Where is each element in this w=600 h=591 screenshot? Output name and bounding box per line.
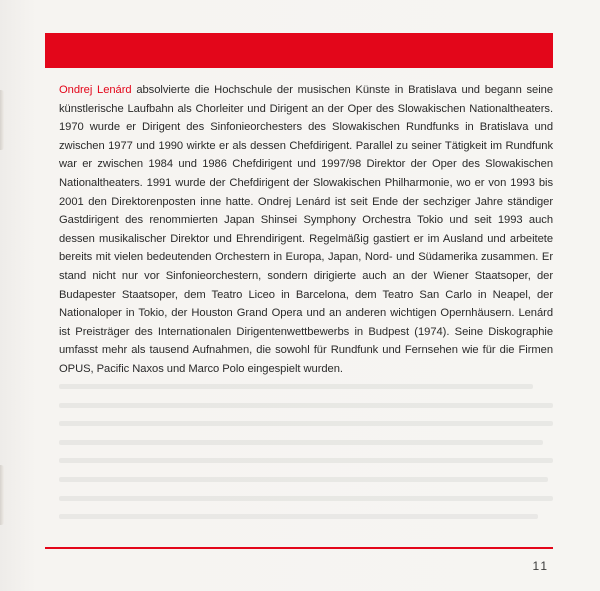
footer-rule [45, 547, 553, 549]
header-bar [45, 33, 553, 68]
biography-paragraph [59, 81, 553, 379]
show-through-text [59, 384, 553, 534]
binding-mark [0, 465, 4, 525]
biography-text: absolvierte die Hochschule der musischen Künste in Bratislava und begann seine künstlerische Laufbahn als Chorleiter und Dirigent an der Oper des Slowakischen Nationaltheaters. 1970 wurde er Dirigent des Sinfonieorchesters des Slowakischen Rundfunks in Bratislava und zwischen 1977 und 1990 wirkte er als dessen Chefdirigent. Parallel zu seiner Tätigkeit im Rundfunk war er zwischen 1984 und 1986 Chefdirigent und 1997/98 Direktor der Oper des Slowakischen Nationaltheaters. 1991 wurde der Chefdirigent der Slowakischen Philharmonie, wo er von 1993 bis 2001 den Direktorenposten inne hatte. Ondrej Lenárd ist seit Ende der sechziger Jahre ständiger Gastdirigent des renommierten Japan Shinsei Symphony Orchestra Tokio und seit 1993 auch dessen musikalischer Direktor und Ehrendirigent. Regelmäßig gastiert er im Ausland und arbeitete bereits mit vielen bedeutenden Orchestern in Europa, Japan, Nord- und Südamerika zusammen. Er stand nicht nur vor Sinfonieorchestern, sondern dirigierte auch an der Wiener Staatsoper, der Budapester Staatsoper, dem Teatro Liceo in Barcelona, dem Teatro San Carlo in Neapel, der Nationaloper in Tokio, der Houston Grand Opera und an anderen wichtigen Opernhäusern. Lenárd ist Preisträger des Internationalen Dirigentenwettbewerbs in Budpest (1974). Seine Diskographie umfasst mehr als tausend Aufnahmen, die sowohl für Rundfunk und Fernsehen wie für die Firmen OPUS, Pacific Naxos und Marco Polo eingespielt wurden. [59, 84, 553, 375]
page-number: 11 [532, 559, 549, 573]
binding-mark [0, 90, 4, 150]
artist-name: Ondrej Lenárd [59, 84, 132, 96]
